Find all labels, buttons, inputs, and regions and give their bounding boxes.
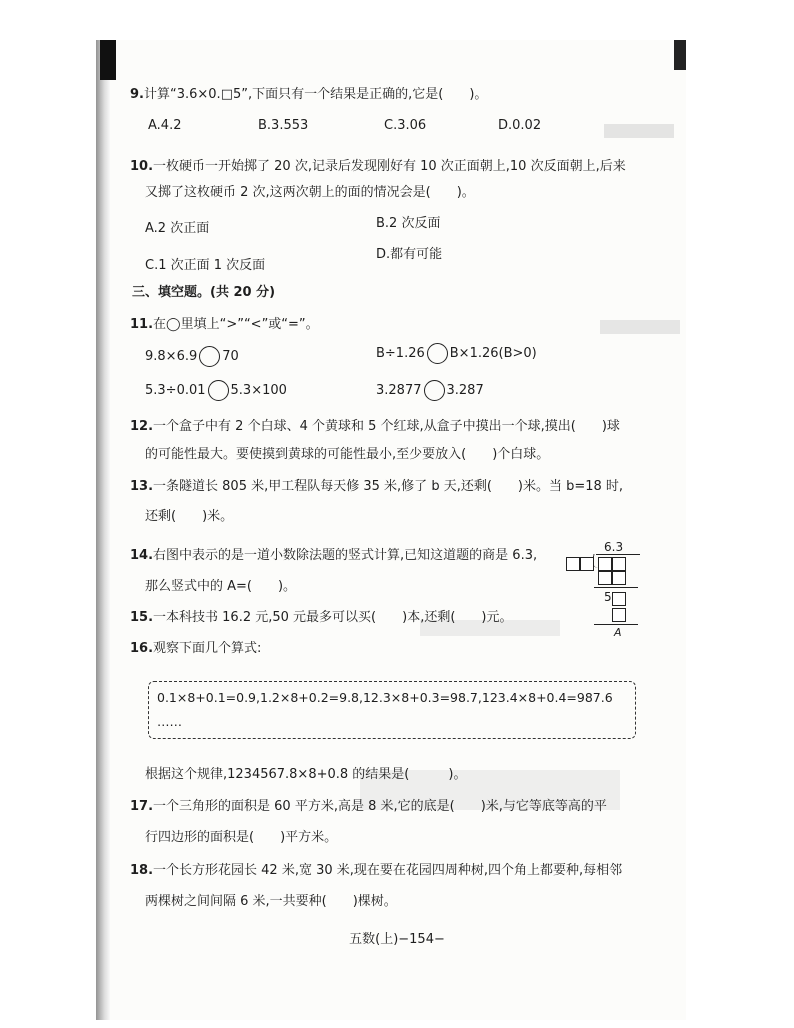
blank-digit-box[interactable] xyxy=(598,571,612,585)
scan-corner-left xyxy=(100,40,116,80)
question-12-line2: 的可能性最大。要使摸到黄球的可能性最小,至少要放入( )个白球。 xyxy=(145,447,550,462)
question-number: 13. xyxy=(130,479,154,494)
question-9 xyxy=(130,86,487,104)
question-13-line1 xyxy=(130,478,623,496)
question-11 xyxy=(130,316,319,334)
question-text: 一本科技书 16.2 元,50 元最多可以买( )本,还剩( )元。 xyxy=(153,610,513,625)
pattern-ellipsis: …… xyxy=(157,714,182,729)
division-bar xyxy=(596,554,640,555)
option-d: D.0.02 xyxy=(498,118,542,133)
pattern-box xyxy=(148,681,636,739)
question-17-line1 xyxy=(130,798,607,816)
question-number: 18. xyxy=(130,863,154,878)
question-text: 一个三角形的面积是 60 平方米,高是 8 米,它的底是( )米,与它等底等高的平 xyxy=(153,799,607,814)
compare-item xyxy=(376,343,537,364)
compare-right: 70 xyxy=(222,349,239,364)
compare-left: 5.3÷0.01 xyxy=(145,383,206,398)
question-text: 一个长方形花园长 42 米,宽 30 米,现在要在花园四周种树,四个角上都要种,每相邻 xyxy=(153,863,623,878)
question-10-line2: 又掷了这枚硬币 2 次,这两次朝上的面的情况会是( )。 xyxy=(145,185,475,200)
question-number: 9. xyxy=(130,87,144,102)
blank-digit-box[interactable] xyxy=(566,557,580,571)
blank-digit-box[interactable] xyxy=(598,557,612,571)
option-a: A.4.2 xyxy=(148,118,182,133)
blank-digit-box[interactable] xyxy=(612,608,626,622)
question-number: 10. xyxy=(130,159,154,174)
division-rule xyxy=(594,587,638,588)
answer-circle[interactable] xyxy=(424,380,445,401)
answer-circle[interactable] xyxy=(427,343,448,364)
option-a: A.2 次正面 xyxy=(145,221,210,236)
compare-item xyxy=(376,380,484,401)
option-b: B.2 次反面 xyxy=(376,216,441,231)
question-18-line1 xyxy=(130,862,622,880)
blank-digit-box[interactable] xyxy=(612,592,626,606)
question-text: 一个盒子中有 2 个白球、4 个黄球和 5 个红球,从盒子中摸出一个球,摸出( )球 xyxy=(153,419,620,434)
question-15 xyxy=(130,609,512,627)
compare-left: B÷1.26 xyxy=(376,346,425,361)
bleed-through-mark xyxy=(604,124,674,138)
remainder-digit: 5 xyxy=(604,590,612,604)
compare-item xyxy=(145,380,287,401)
bleed-through-mark xyxy=(600,320,680,334)
question-12-line1 xyxy=(130,418,620,436)
scan-edge xyxy=(96,40,110,1020)
question-13-line2: 还剩( )米。 xyxy=(145,509,234,524)
question-14-line1 xyxy=(130,547,537,565)
page-footer: 五数(上)−154− xyxy=(349,932,445,947)
question-text: 右图中表示的是一道小数除法题的竖式计算,已知这道题的商是 6.3, xyxy=(153,548,538,563)
blank-digit-box[interactable] xyxy=(612,571,626,585)
pattern-equations: 0.1×8+0.1=0.9,1.2×8+0.2=9.8,12.3×8+0.3=98.7,123.4×8+0.4=987.6 xyxy=(157,690,613,705)
quotient-label: 6.3 xyxy=(604,540,624,554)
option-d: D.都有可能 xyxy=(376,247,443,262)
option-c: C.3.06 xyxy=(384,118,427,133)
compare-right: 5.3×100 xyxy=(230,383,287,398)
question-number: 17. xyxy=(130,799,154,814)
option-c: C.1 次正面 1 次反面 xyxy=(145,258,266,273)
section-heading: 三、填空题。(共 20 分) xyxy=(132,285,276,300)
blank-digit-box[interactable] xyxy=(612,557,626,571)
compare-right: B×1.26(B>0) xyxy=(449,346,537,361)
answer-circle[interactable] xyxy=(199,346,220,367)
question-number: 12. xyxy=(130,419,154,434)
question-16-followup: 根据这个规律,1234567.8×8+0.8 的结果是( )。 xyxy=(145,767,467,782)
question-10-line1 xyxy=(130,158,626,176)
question-number: 16. xyxy=(130,641,154,656)
compare-left: 9.8×6.9 xyxy=(145,349,198,364)
option-b: B.3.553 xyxy=(258,118,309,133)
label-a: A xyxy=(614,626,622,639)
compare-right: 3.287 xyxy=(446,383,484,398)
question-text: 一条隧道长 805 米,甲工程队每天修 35 米,修了 b 天,还剩( )米。当 b=18 时, xyxy=(153,479,624,494)
compare-left: 3.2877 xyxy=(376,383,422,398)
question-text: 在◯里填上“>”“<”或“=”。 xyxy=(153,317,319,332)
question-16 xyxy=(130,640,261,658)
question-text: 计算“3.6×0.□5”,下面只有一个结果是正确的,它是( )。 xyxy=(143,87,488,102)
question-18-line2: 两棵树之间间隔 6 米,一共要种( )棵树。 xyxy=(145,894,397,909)
question-text: 一枚硬币一开始掷了 20 次,记录后发现刚好有 10 次正面朝上,10 次反面朝上,后来 xyxy=(153,159,626,174)
division-rule xyxy=(594,624,638,625)
question-14-line2: 那么竖式中的 A=( )。 xyxy=(145,579,297,594)
scan-corner-right xyxy=(674,40,686,70)
question-number: 15. xyxy=(130,610,154,625)
question-number: 11. xyxy=(130,317,154,332)
answer-circle[interactable] xyxy=(208,380,229,401)
blank-digit-box[interactable] xyxy=(580,557,594,571)
question-text: 观察下面几个算式: xyxy=(153,641,262,656)
question-number: 14. xyxy=(130,548,154,563)
question-17-line2: 行四边形的面积是( )平方米。 xyxy=(145,830,338,845)
long-division-figure xyxy=(570,540,640,650)
compare-item xyxy=(145,346,239,367)
